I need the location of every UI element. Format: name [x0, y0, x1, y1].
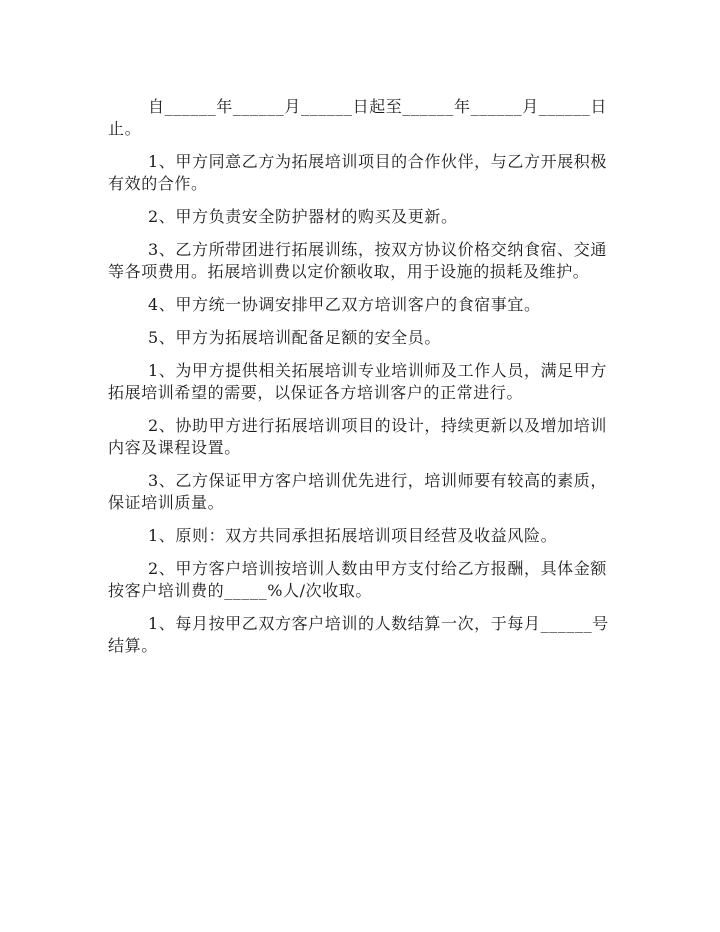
paragraph-party-b-1: 1、为甲方提供相关拓展培训专业培训师及工作人员，满足甲方拓展培训希望的需要，以保证各方培训客户的正常进行。 [108, 361, 607, 402]
paragraph-party-a-2: 2、甲方负责安全防护器材的购买及更新。 [148, 207, 458, 226]
paragraph-principle: 1、原则：双方共同承担拓展培训项目经营及收益风险。 [148, 526, 558, 545]
paragraph-party-b-2: 2、协助甲方进行拓展培训项目的设计，持续更新以及增加培训内容及课程设置。 [108, 416, 607, 457]
paragraph-party-a-5: 5、甲方为拓展培训配备足额的安全员。 [148, 328, 441, 347]
paragraph-payment: 2、甲方客户培训按培训人数由甲方支付给乙方报酬，具体金额按客户培训费的_____%人/次收取。 [108, 559, 607, 600]
document-body [108, 96, 612, 668]
paragraph-party-a-3: 3、乙方所带团进行拓展训练，按双方协议价格交纳食宿、交通等各项费用。拓展培训费以定价额收取，用于设施的损耗及维护。 [108, 240, 607, 281]
paragraph-party-a-4: 4、甲方统一协调安排甲乙双方培训客户的食宿事宜。 [148, 295, 541, 314]
paragraph-party-b-3: 3、乙方保证甲方客户培训优先进行，培训师要有较高的素质，保证培训质量。 [108, 471, 607, 512]
paragraph-settlement: 1、每月按甲乙双方客户培训的人数结算一次，于每月______号结算。 [108, 614, 609, 655]
paragraph-date-range: 自______年______月______日起至______年______月______日止。 [108, 97, 607, 138]
paragraph-party-a-1: 1、甲方同意乙方为拓展培训项目的合作伙伴，与乙方开展积极有效的合作。 [108, 152, 607, 193]
